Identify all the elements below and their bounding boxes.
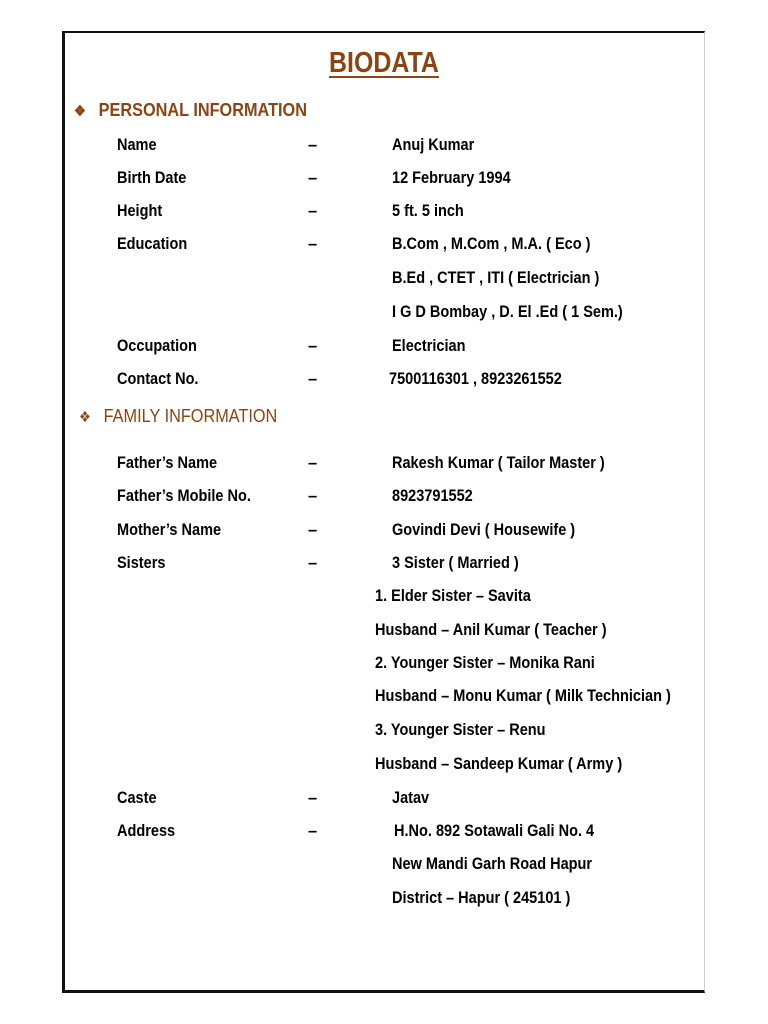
field-value: Husband – Monu Kumar ( Milk Technician ) xyxy=(375,687,671,705)
diamond-bullet-icon: ❖ xyxy=(74,103,86,120)
field-value: New Mandi Garh Road Hapur xyxy=(392,855,593,873)
section-heading-label: PERSONAL INFORMATION xyxy=(98,99,307,120)
field-dash: – xyxy=(308,235,318,253)
field-value: I G D Bombay , D. El .Ed ( 1 Sem.) xyxy=(392,303,623,321)
section-heading-family xyxy=(79,405,277,427)
field-label: Father’s Name xyxy=(117,454,218,472)
field-value: H.No. 892 Sotawali Gali No. 4 xyxy=(394,822,595,840)
field-value: Jatav xyxy=(392,789,430,807)
field-value: 3 Sister ( Married ) xyxy=(392,554,519,572)
field-value: 2. Younger Sister – Monika Rani xyxy=(375,654,595,672)
document-title: BIODATA xyxy=(329,47,439,79)
field-value: 7500116301 , 8923261552 xyxy=(389,370,562,388)
field-value: Anuj Kumar xyxy=(392,136,475,154)
field-value: Husband – Sandeep Kumar ( Army ) xyxy=(375,755,623,773)
field-dash: – xyxy=(308,822,318,840)
field-value: Rakesh Kumar ( Tailor Master ) xyxy=(392,454,605,472)
field-dash: – xyxy=(308,370,318,388)
field-value: 8923791552 xyxy=(392,487,473,505)
diamond-bullet-icon: ❖ xyxy=(79,409,91,426)
field-value: Electrician xyxy=(392,337,466,355)
field-dash: – xyxy=(308,454,318,472)
field-label: Address xyxy=(117,822,176,840)
field-dash: – xyxy=(308,337,318,355)
field-dash: – xyxy=(308,136,318,154)
field-label: Contact No. xyxy=(117,370,199,388)
field-value: 5 ft. 5 inch xyxy=(392,202,464,220)
field-label: Father’s Mobile No. xyxy=(117,487,251,505)
field-value: Govindi Devi ( Housewife ) xyxy=(392,521,576,539)
field-dash: – xyxy=(308,521,318,539)
field-value: 12 February 1994 xyxy=(392,169,511,187)
field-label: Occupation xyxy=(117,337,197,355)
field-label: Birth Date xyxy=(117,169,187,187)
section-heading-label: FAMILY INFORMATION xyxy=(103,405,278,426)
field-value: District – Hapur ( 245101 ) xyxy=(392,889,571,907)
field-label: Height xyxy=(117,202,163,220)
field-label: Sisters xyxy=(117,554,166,572)
field-dash: – xyxy=(308,202,318,220)
field-value: 1. Elder Sister – Savita xyxy=(375,587,531,605)
field-value: Husband – Anil Kumar ( Teacher ) xyxy=(375,621,607,639)
field-value: B.Com , M.Com , M.A. ( Eco ) xyxy=(392,235,591,253)
field-dash: – xyxy=(308,487,318,505)
field-value: B.Ed , CTET , ITI ( Electrician ) xyxy=(392,269,600,287)
field-value: 3. Younger Sister – Renu xyxy=(375,721,546,739)
section-heading-personal xyxy=(74,99,307,121)
field-dash: – xyxy=(308,789,318,807)
field-label: Education xyxy=(117,235,188,253)
field-label: Caste xyxy=(117,789,157,807)
field-label: Mother’s Name xyxy=(117,521,222,539)
field-dash: – xyxy=(308,554,318,572)
field-dash: – xyxy=(308,169,318,187)
field-label: Name xyxy=(117,136,157,154)
